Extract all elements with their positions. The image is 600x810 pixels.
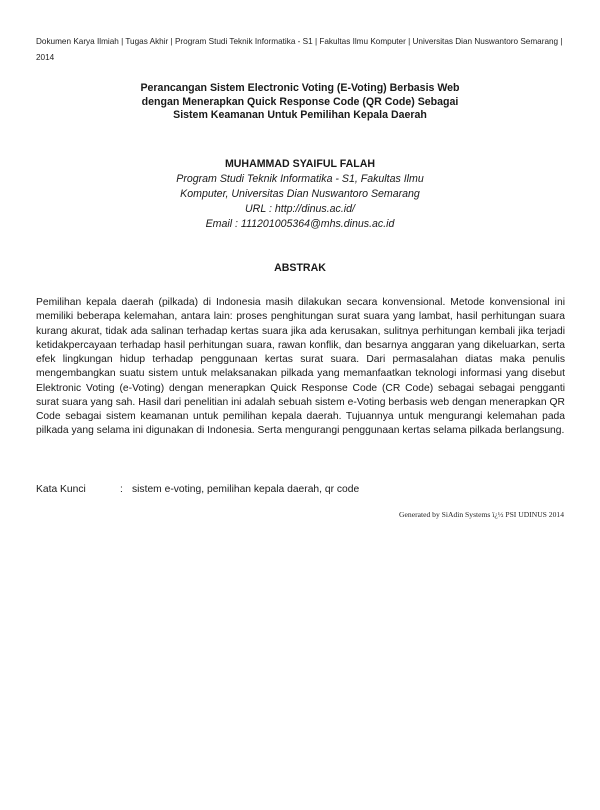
author-email: Email : 111201005364@mhs.dinus.ac.id [205,218,395,230]
title-line-2: dengan Menerapkan Quick Response Code (QR Code) Sebagai [141,95,459,108]
abstract-body: Pemilihan kepala daerah (pilkada) di Indonesia masih dilakukan secara konvensional. Metode konvensional ini memiliki beberapa kelemahan, antara lain: proses penghitungan surat suara yang lambat, hasil perhitungan suara kurang akurat, tidak ada salinan terhadap kertas suara jika ada kerusakan, sulitnya perhitungan kembali jika terjadi ketidakpercayaan terhadap hasil perhitungan suara, rawan konflik, dan besarnya anggaran yang dikeluarkan, serta efek lingkungan hidup terhadap penggunaan kertas surat suara. Dari permasalahan diatas maka penulis mengembangkan suatu sistem untuk melaksanakan pilkada yang memanfaatkan teknologi informasi yang disebut Elektronic Voting (e-Voting) dengan menerapkan Quick Response Code (CR Code) sebagai sebagai pengganti surat suara yang sah. Hasil dari penelitian ini adalah sebuah sistem e-Voting berbasis web dengan menerapkan QR Code sebagai sistem keamanan untuk pemilihan kepala daerah. Tujuannya untuk mengurangi kelemahan pada pilkada yang selama ini digunakan di Indonesia. Serta mengurangi penggunaan kertas selama pilkada berlangsung. [36,297,565,437]
title-line-3: Sistem Keamanan Untuk Pemilihan Kepala Daerah [173,109,427,121]
author-affiliation-2: Komputer, Universitas Dian Nuswantoro Semarang [180,188,420,200]
paper-title [40,82,560,123]
keywords [36,483,566,497]
document-header: Dokumen Karya Ilmiah | Tugas Akhir | Program Studi Teknik Informatika - S1 | Fakultas Ilmu Komputer | Universitas Dian Nuswantoro Semarang | 2014 [36,37,563,62]
keywords-value: sistem e-voting, pemilihan kepala daerah, qr code [132,484,360,495]
author-block [40,157,560,232]
title-line-1: Perancangan Sistem Electronic Voting (E-Voting) Berbasis Web [140,82,460,94]
abstract-heading: ABSTRAK [274,262,326,274]
generated-footer: Generated by SiAdin Systems ï¿½ PSI UDINUS 2014 [399,510,564,519]
keywords-label: Kata Kunci [36,484,86,495]
author-name: MUHAMMAD SYAIFUL FALAH [224,158,376,170]
author-url: URL : http://dinus.ac.id/ [245,203,355,215]
keywords-separator: : [120,484,123,495]
author-affiliation-1: Program Studi Teknik Informatika - S1, Fakultas Ilmu [176,173,424,185]
